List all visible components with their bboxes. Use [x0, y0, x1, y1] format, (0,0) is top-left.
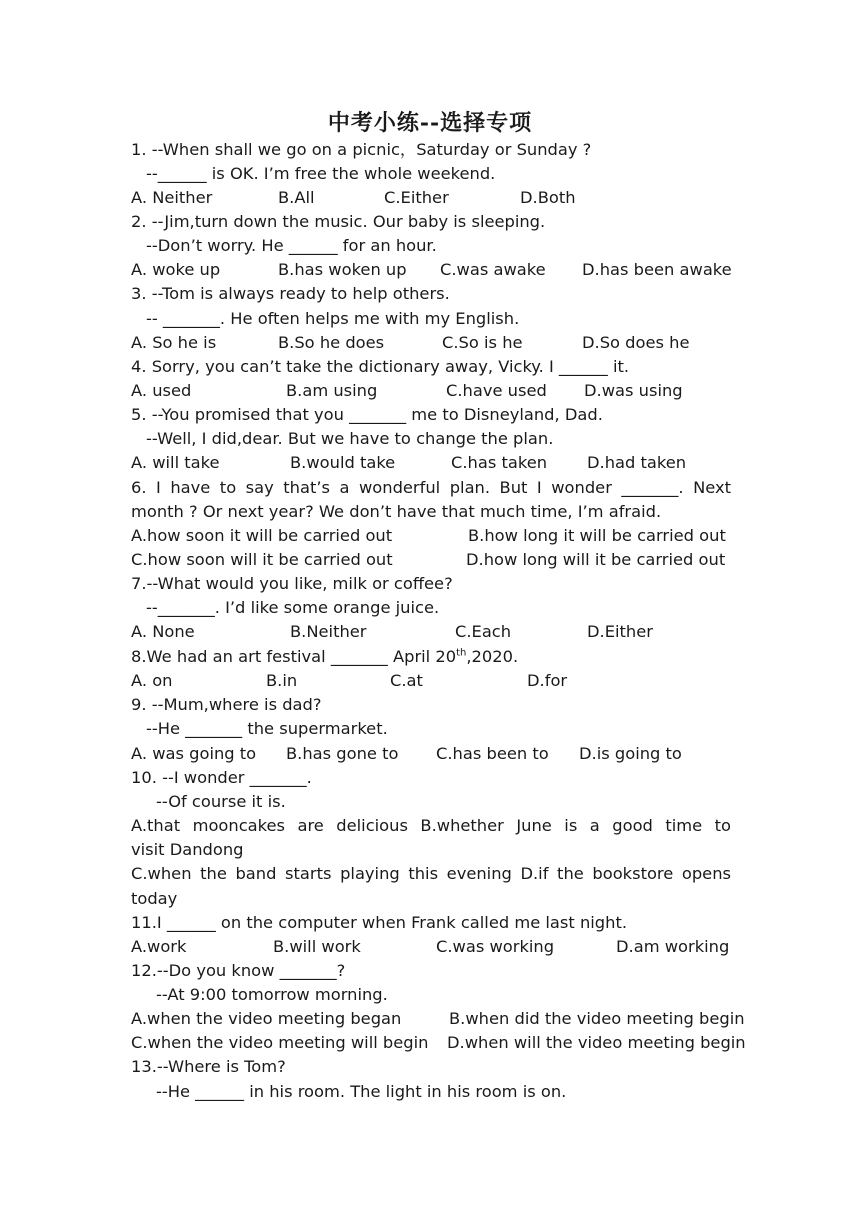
question-6-option-b[interactable]: B.how long it will be carried out — [468, 526, 726, 545]
question-9-option-b[interactable]: B.has gone to — [286, 744, 399, 763]
question-3-reply: -- _______. He often helps me with my English. — [146, 309, 520, 328]
question-4-option-a[interactable]: A. used — [131, 381, 192, 400]
question-6-stem-line-1: 6. I have to say that’s a wonderful plan. But I wonder _______. Next — [131, 478, 731, 497]
question-10-options-row-2[interactable]: C.when the band starts playing this evening D.if the bookstore opens — [131, 864, 731, 883]
question-2-option-c[interactable]: C.was awake — [440, 260, 546, 279]
question-2-reply: --Don’t worry. He ______ for an hour. — [146, 236, 437, 255]
question-10-stem: 10. --I wonder _______. — [131, 768, 312, 787]
question-1-option-c[interactable]: C.Either — [384, 188, 449, 207]
question-10-options-row-2-cont: today — [131, 889, 178, 908]
question-4-option-d[interactable]: D.was using — [584, 381, 683, 400]
question-8-stem — [131, 646, 731, 668]
question-1-stem: 1. --When shall we go on a picnic，Saturday or Sunday ? — [131, 140, 592, 159]
question-12-option-a[interactable]: A.when the video meeting began — [131, 1009, 402, 1028]
question-5-reply: --Well, I did,dear. But we have to change the plan. — [146, 429, 554, 448]
question-3-option-b[interactable]: B.So he does — [278, 333, 385, 352]
question-11-option-a[interactable]: A.work — [131, 937, 187, 956]
question-3-stem: 3. --Tom is always ready to help others. — [131, 284, 450, 303]
question-11-option-c[interactable]: C.was working — [436, 937, 555, 956]
question-9-stem: 9. --Mum,where is dad? — [131, 695, 322, 714]
question-12-option-d[interactable]: D.when will the video meeting begin — [447, 1033, 746, 1052]
question-2-option-b[interactable]: B.has woken up — [278, 260, 407, 279]
question-5-option-c[interactable]: C.has taken — [451, 453, 548, 472]
question-1-option-b[interactable]: B.All — [278, 188, 315, 207]
question-7-option-b[interactable]: B.Neither — [290, 622, 367, 641]
question-3-option-a[interactable]: A. So he is — [131, 333, 217, 352]
question-13-reply: --He ______ in his room. The light in his room is on. — [156, 1082, 567, 1101]
page-title: 中考小练--选择专项 — [327, 110, 533, 136]
question-5-option-d[interactable]: D.had taken — [587, 453, 687, 472]
question-8-option-b[interactable]: B.in — [266, 671, 298, 690]
question-8-option-d[interactable]: D.for — [527, 671, 568, 690]
question-6-option-c[interactable]: C.how soon will it be carried out — [131, 550, 393, 569]
question-11-option-d[interactable]: D.am working — [616, 937, 730, 956]
question-8-stem-year: ,2020. — [466, 647, 519, 666]
question-2-option-a[interactable]: A. woke up — [131, 260, 221, 279]
question-5-stem: 5. --You promised that you _______ me to Disneyland, Dad. — [131, 405, 603, 424]
question-2-stem: 2. --Jim,turn down the music. Our baby is sleeping. — [131, 212, 546, 231]
question-8-option-c[interactable]: C.at — [390, 671, 423, 690]
question-4-option-b[interactable]: B.am using — [286, 381, 378, 400]
question-12-stem: 12.--Do you know _______? — [131, 961, 346, 980]
ordinal-suffix: th — [456, 647, 467, 659]
question-13-stem: 13.--Where is Tom? — [131, 1057, 286, 1076]
question-6-stem-line-2: month ? Or next year? We don’t have that much time, I’m afraid. — [131, 502, 662, 521]
question-7-option-d[interactable]: D.Either — [587, 622, 653, 641]
question-9-option-d[interactable]: D.is going to — [579, 744, 682, 763]
question-10-options-row-1-cont: visit Dandong — [131, 840, 244, 859]
question-8-option-a[interactable]: A. on — [131, 671, 173, 690]
question-12-option-b[interactable]: B.when did the video meeting begin — [449, 1009, 745, 1028]
question-2-option-d[interactable]: D.has been awake — [582, 260, 732, 279]
question-12-option-c[interactable]: C.when the video meeting will begin — [131, 1033, 429, 1052]
question-11-option-b[interactable]: B.will work — [273, 937, 361, 956]
question-5-option-b[interactable]: B.would take — [290, 453, 396, 472]
question-1-option-d[interactable]: D.Both — [520, 188, 576, 207]
question-11-stem: 11.I ______ on the computer when Frank called me last night. — [131, 913, 628, 932]
question-7-option-a[interactable]: A. None — [131, 622, 195, 641]
question-8-stem-text: 8.We had an art festival _______ April 20 — [131, 647, 457, 666]
question-7-option-c[interactable]: C.Each — [455, 622, 512, 641]
question-6-option-a[interactable]: A.how soon it will be carried out — [131, 526, 393, 545]
question-6-option-d[interactable]: D.how long will it be carried out — [466, 550, 726, 569]
question-9-reply: --He _______ the supermarket. — [146, 719, 388, 738]
question-4-stem: 4. Sorry, you can’t take the dictionary away, Vicky. I ______ it. — [131, 357, 630, 376]
question-3-option-c[interactable]: C.So is he — [442, 333, 523, 352]
question-10-options-row-1[interactable]: A.that mooncakes are delicious B.whether June is a good time to — [131, 816, 731, 835]
question-1-option-a[interactable]: A. Neither — [131, 188, 213, 207]
question-10-reply: --Of course it is. — [156, 792, 286, 811]
question-3-option-d[interactable]: D.So does he — [582, 333, 690, 352]
question-12-reply: --At 9:00 tomorrow morning. — [156, 985, 388, 1004]
question-9-option-a[interactable]: A. was going to — [131, 744, 257, 763]
question-4-option-c[interactable]: C.have used — [446, 381, 547, 400]
question-1-reply: --______ is OK. I’m free the whole weekend. — [146, 164, 496, 183]
question-5-option-a[interactable]: A. will take — [131, 453, 220, 472]
question-9-option-c[interactable]: C.has been to — [436, 744, 549, 763]
question-7-reply: --_______. I’d like some orange juice. — [146, 598, 440, 617]
question-7-stem: 7.--What would you like, milk or coffee? — [131, 574, 453, 593]
